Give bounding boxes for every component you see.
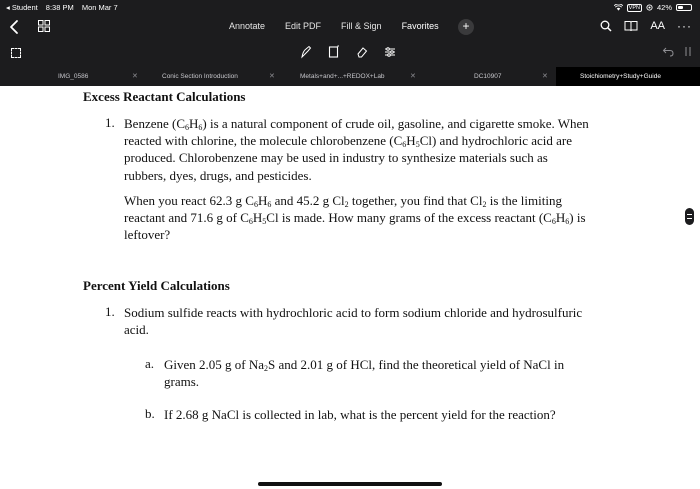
doc-tab-img-0586[interactable] [0,67,150,86]
nav-bar [0,14,700,40]
text-line: rubbers, dyes, drugs, and pesticides. [124,167,312,183]
subquestion-label: b. [145,406,155,421]
tab-annotate[interactable]: Annotate [229,21,266,31]
text-line: Sodium sulfide reacts with hydrochloric acid to form sodium chloride and hydrosulfuric [124,305,583,320]
text-line: If 2.68 g NaCl is collected in lab, what is the percent yield for the reaction? [164,407,556,422]
question-2-intro [124,304,582,338]
annotation-toolbar [0,40,700,66]
question-number: 1. [105,115,115,130]
more-options-button[interactable]: ··· [677,19,692,33]
question-number: 1. [105,304,115,319]
text-line: leftover? [124,227,171,243]
doc-tab-label: Conic Section Introduction [162,73,238,80]
pause-icon[interactable] [684,46,692,57]
add-tab-button[interactable]: + [458,19,474,35]
text-line: Benzene $(C_6H_6)$ is a natural component of crude oil, gasoline, and cigarette smoke. When [124,116,589,132]
reader-view-icon[interactable] [624,20,638,32]
section-title-percent-yield: Percent Yield Calculations [83,278,230,293]
question-2b [164,406,556,423]
search-icon[interactable] [600,20,612,32]
eraser-icon[interactable] [356,45,368,59]
question-1-intro [124,115,589,184]
close-tab-icon[interactable]: ✕ [410,73,416,80]
doc-tab-label: Metals+and+...+REDOX+Lab [300,73,385,80]
tab-edit-pdf[interactable]: Edit PDF [285,21,322,31]
close-tab-icon[interactable]: ✕ [542,73,548,80]
tab-fill-sign[interactable]: Fill & Sign [341,21,382,31]
text-line: grams. [164,374,200,390]
pdf-page [0,86,700,489]
battery-icon [676,4,692,11]
close-tab-icon[interactable]: ✕ [132,73,138,80]
doc-tab-label: DC10907 [474,73,502,80]
text-size-button[interactable]: AA [650,20,665,32]
tab-favorites[interactable]: Favorites [401,21,439,31]
wifi-icon [614,4,623,11]
vpn-badge: VPN [628,4,640,11]
question-1-prompt [124,192,586,244]
scroll-handle[interactable] [685,208,694,225]
text-line: produced. Chlorobenzene may be used in industry to synthesize materials such as [124,150,548,166]
location-icon [646,4,653,11]
section-title-excess-reactant: Excess Reactant Calculations [83,89,246,104]
text-line: When you react 62.3 g $C_6H_6$ and 45.2 g $Cl_2$ together, you find that $Cl_2$ is the limiting [124,193,562,209]
doc-tab-stoichiometry[interactable] [556,67,700,86]
app-chrome [0,0,700,86]
undo-icon[interactable] [662,46,674,57]
grip-icon [687,214,692,219]
doc-tab-metals-redox[interactable] [284,67,424,86]
status-time: 8:38 PM [45,3,74,12]
home-indicator[interactable] [258,482,442,486]
back-to-app-link[interactable]: ◂ Student [6,3,38,12]
close-tab-icon[interactable]: ✕ [269,73,275,80]
question-2a [164,356,564,390]
text-line: reactant and 71.6 g of $C_6H_5Cl$ is made. How many grams of the excess reactant $(C_6H_6)$ is [124,210,586,227]
status-bar [0,0,700,14]
battery-percent: 42% [656,3,672,12]
back-chevron-icon[interactable] [8,18,22,36]
doc-tab-conic-section[interactable] [150,67,284,86]
pen-icon[interactable] [300,45,312,59]
mode-tabs [222,17,446,35]
doc-tab-label: Stoichiometry+Study+Guide [580,73,661,80]
status-date: Mon Mar 7 [81,3,118,12]
shape-icon[interactable] [328,45,340,59]
text-line: acid. [124,322,149,338]
doc-tab-label: IMG_0586 [58,73,89,80]
grid-view-icon[interactable] [38,20,50,32]
document-tabs [0,67,700,86]
subquestion-label: a. [145,356,155,371]
text-line: reacted with chlorine, the molecule chlorobenzene $(C_6H_5Cl)$ and hydrochloric acid are [124,133,573,150]
doc-tab-dc10907[interactable] [424,67,556,86]
select-area-icon[interactable] [11,48,21,58]
text-line: Given 2.05 g of $Na_2S$ and 2.01 g of HCl, find the theoretical yield of NaCl in [164,357,565,373]
tool-settings-icon[interactable] [384,45,396,59]
battery-fill [678,6,683,9]
